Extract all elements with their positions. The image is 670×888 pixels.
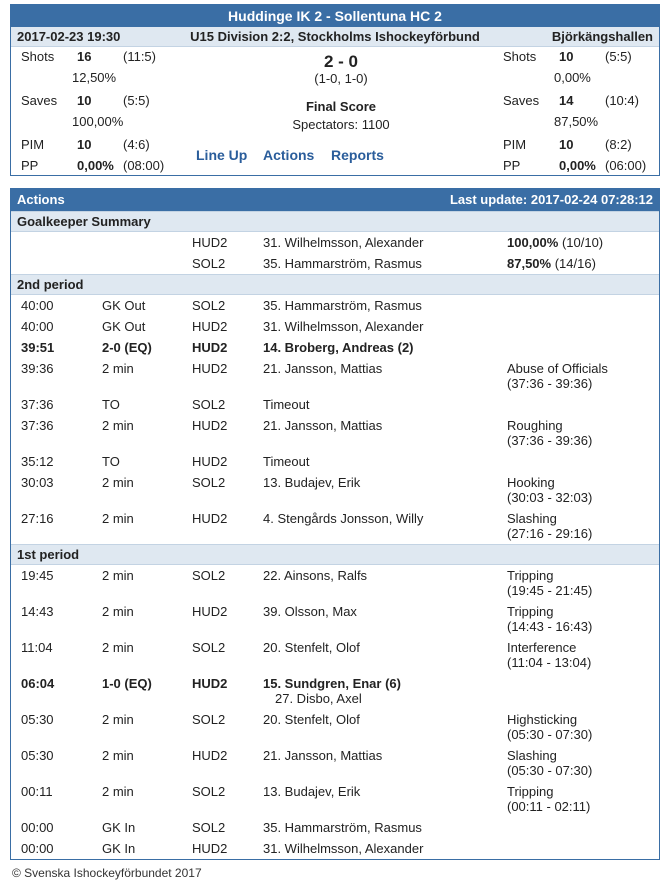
team-code: HUD2 <box>192 361 228 376</box>
event-row <box>11 709 659 745</box>
event-row <box>11 565 659 601</box>
team-code: SOL2 <box>192 712 226 727</box>
home-pp: PP 0,00% (08:00) <box>21 158 165 173</box>
away-pim: PIM 10 (8:2) <box>503 137 632 152</box>
event-type: 2-0 (EQ) <box>102 340 152 355</box>
player-name: 31. Wilhelmsson, Alexander <box>263 319 424 334</box>
penalty-interval: (14:43 - 16:43) <box>507 619 593 634</box>
event-time: 19:45 <box>21 568 54 583</box>
actions-title: Actions <box>17 192 65 207</box>
event-time: 27:16 <box>21 511 54 526</box>
penalty-interval: (37:36 - 39:36) <box>507 376 593 391</box>
player-name: 21. Jansson, Mattias <box>263 361 383 376</box>
game-summary-panel <box>10 4 660 176</box>
player-name: 35. Hammarström, Rasmus <box>263 820 422 835</box>
actions-header <box>11 189 659 211</box>
event-row <box>11 451 659 472</box>
event-row <box>11 394 659 415</box>
spectators: Spectators: 1100 <box>292 117 390 132</box>
team-code: HUD2 <box>192 841 228 856</box>
event-row <box>11 316 659 337</box>
event-time: 05:30 <box>21 748 54 763</box>
event-type: 2 min <box>102 712 134 727</box>
penalty-type: Tripping <box>507 604 554 619</box>
player-name: 35. Hammarström, Rasmus <box>263 298 422 313</box>
game-info-bar <box>11 27 659 47</box>
player-name: Timeout <box>263 397 310 412</box>
team-code: SOL2 <box>192 256 226 271</box>
actions-panel <box>10 188 660 860</box>
player-name: 21. Jansson, Mattias <box>263 748 383 763</box>
assist-name: 27. Disbo, Axel <box>275 691 362 706</box>
penalty-type: Tripping <box>507 568 554 583</box>
event-time: 00:00 <box>21 820 54 835</box>
penalty-interval: (00:11 - 02:11) <box>507 799 591 814</box>
event-type: 2 min <box>102 418 134 433</box>
team-code: HUD2 <box>192 319 228 334</box>
team-code: HUD2 <box>192 511 228 526</box>
period-scores: (1-0, 1-0) <box>314 71 368 86</box>
event-type: TO <box>102 397 120 412</box>
penalty-interval: (05:30 - 07:30) <box>507 727 593 742</box>
team-code: SOL2 <box>192 397 226 412</box>
game-venue: Björkängshallen <box>551 29 653 44</box>
lineup-link[interactable]: Line Up <box>196 147 248 163</box>
penalty-type: Interference <box>507 640 577 655</box>
player-name: 39. Olsson, Max <box>263 604 357 619</box>
goalkeeper-summary-header: Goalkeeper Summary <box>11 211 659 232</box>
penalty-interval: (37:36 - 39:36) <box>507 433 593 448</box>
period-2-header: 2nd period <box>11 274 659 295</box>
team-code: HUD2 <box>192 340 228 355</box>
event-row <box>11 781 659 817</box>
team-code: HUD2 <box>192 454 228 469</box>
event-time: 37:36 <box>21 418 54 433</box>
team-code: HUD2 <box>192 604 228 619</box>
event-time: 00:00 <box>21 841 54 856</box>
team-code: SOL2 <box>192 475 226 490</box>
game-title: Huddinge IK 2 - Sollentuna HC 2 <box>11 5 659 27</box>
event-type: 2 min <box>102 640 134 655</box>
event-row <box>11 358 659 394</box>
penalty-type: Roughing <box>507 418 563 433</box>
team-code: HUD2 <box>192 676 228 691</box>
event-time: 37:36 <box>21 397 54 412</box>
event-time: 39:51 <box>21 340 55 355</box>
player-name: Timeout <box>263 454 310 469</box>
event-row <box>11 745 659 781</box>
copyright-footer: © Svenska Ishockeyförbundet 2017 <box>12 866 202 880</box>
player-name: 20. Stenfelt, Olof <box>263 640 360 655</box>
player-name: 22. Ainsons, Ralfs <box>263 568 368 583</box>
away-pp: PP 0,00% (06:00) <box>503 158 647 173</box>
penalty-type: Highsticking <box>507 712 578 727</box>
save-detail: (14/16) <box>551 256 596 271</box>
home-shots-pct: 12,50% <box>72 70 117 85</box>
event-row <box>11 838 659 859</box>
event-type: 2 min <box>102 568 134 583</box>
penalty-interval: (19:45 - 21:45) <box>507 583 593 598</box>
last-update: Last update: 2017-02-24 07:28:12 <box>449 192 653 207</box>
actions-link[interactable]: Actions <box>263 147 315 163</box>
event-type: 2 min <box>102 475 134 490</box>
penalty-type: Slashing <box>507 511 557 526</box>
player-name: 21. Jansson, Mattias <box>263 418 383 433</box>
reports-link[interactable]: Reports <box>331 147 384 163</box>
team-code: SOL2 <box>192 820 226 835</box>
team-code: HUD2 <box>192 748 228 763</box>
save-pct-value: 100,00% <box>507 235 559 250</box>
game-division: U15 Division 2:2, Stockholms Ishockeyförbund <box>190 29 480 44</box>
event-time: 35:12 <box>21 454 54 469</box>
event-type: 1-0 (EQ) <box>102 676 152 691</box>
home-saves-pct: 100,00% <box>72 114 124 129</box>
penalty-type: Slashing <box>507 748 557 763</box>
event-type: GK In <box>102 820 136 835</box>
penalty-interval: (30:03 - 32:03) <box>507 490 593 505</box>
away-saves-pct: 87,50% <box>554 114 599 129</box>
event-time: 14:43 <box>21 604 54 619</box>
save-detail: (10/10) <box>558 235 604 250</box>
penalty-type: Abuse of Officials <box>507 361 608 376</box>
home-pim: PIM 10 (4:6) <box>21 137 150 152</box>
event-row <box>11 817 659 838</box>
event-type: 2 min <box>102 361 134 376</box>
penalty-interval: (27:16 - 29:16) <box>507 526 593 541</box>
away-shots: Shots 10 (5:5) <box>503 49 632 64</box>
game-status: Final Score <box>305 99 377 114</box>
save-pct-value: 87,50% <box>507 256 552 271</box>
period-1-header: 1st period <box>11 544 659 565</box>
away-saves: Saves 14 (10:4) <box>503 93 639 108</box>
event-row <box>11 472 659 508</box>
event-time: 00:11 <box>21 784 53 799</box>
save-percentage <box>507 256 596 271</box>
player-name: 31. Wilhelmsson, Alexander <box>263 841 424 856</box>
event-time: 40:00 <box>21 319 54 334</box>
event-time: 05:30 <box>21 712 54 727</box>
goalkeeper-row <box>11 232 659 253</box>
player-name: 35. Hammarström, Rasmus <box>263 256 422 271</box>
event-type: 2 min <box>102 511 134 526</box>
event-type: 2 min <box>102 748 134 763</box>
event-type: 2 min <box>102 784 134 799</box>
event-time: 30:03 <box>21 475 54 490</box>
goalkeeper-row <box>11 253 659 274</box>
player-name: 4. Stengårds Jonsson, Willy <box>263 511 424 526</box>
event-row <box>11 415 659 451</box>
team-code: HUD2 <box>192 418 228 433</box>
event-time: 40:00 <box>21 298 54 313</box>
game-date: 2017-02-23 19:30 <box>17 29 121 44</box>
penalty-type: Hooking <box>507 475 555 490</box>
home-saves: Saves 10 (5:5) <box>21 93 150 108</box>
team-code: SOL2 <box>192 568 226 583</box>
event-row <box>11 637 659 673</box>
event-time: 06:04 <box>21 676 55 691</box>
save-percentage <box>507 235 603 250</box>
team-code: SOL2 <box>192 298 226 313</box>
team-code: HUD2 <box>192 235 228 250</box>
player-name: 20. Stenfelt, Olof <box>263 712 360 727</box>
event-row <box>11 601 659 637</box>
penalty-interval: (11:04 - 13:04) <box>507 655 592 670</box>
event-time: 39:36 <box>21 361 54 376</box>
player-name: 13. Budajev, Erik <box>263 475 361 490</box>
event-type: GK Out <box>102 319 146 334</box>
event-row <box>11 295 659 316</box>
team-code: SOL2 <box>192 640 226 655</box>
event-row <box>11 508 659 544</box>
team-code: SOL2 <box>192 784 226 799</box>
goal-row <box>11 673 659 709</box>
penalty-type: Tripping <box>507 784 554 799</box>
event-type: 2 min <box>102 604 134 619</box>
player-name: 15. Sundgren, Enar (6) <box>263 676 401 691</box>
player-name: 31. Wilhelmsson, Alexander <box>263 235 424 250</box>
goal-row <box>11 337 659 358</box>
event-time: 11:04 <box>21 640 53 655</box>
player-name: 13. Budajev, Erik <box>263 784 361 799</box>
event-type: GK Out <box>102 298 146 313</box>
event-type: TO <box>102 454 120 469</box>
away-shots-pct: 0,00% <box>554 70 591 85</box>
player-name: 14. Broberg, Andreas (2) <box>263 340 414 355</box>
home-shots: Shots 16 (11:5) <box>21 49 156 64</box>
event-type: GK In <box>102 841 136 856</box>
penalty-interval: (05:30 - 07:30) <box>507 763 593 778</box>
final-score: 2 - 0 <box>323 52 359 71</box>
